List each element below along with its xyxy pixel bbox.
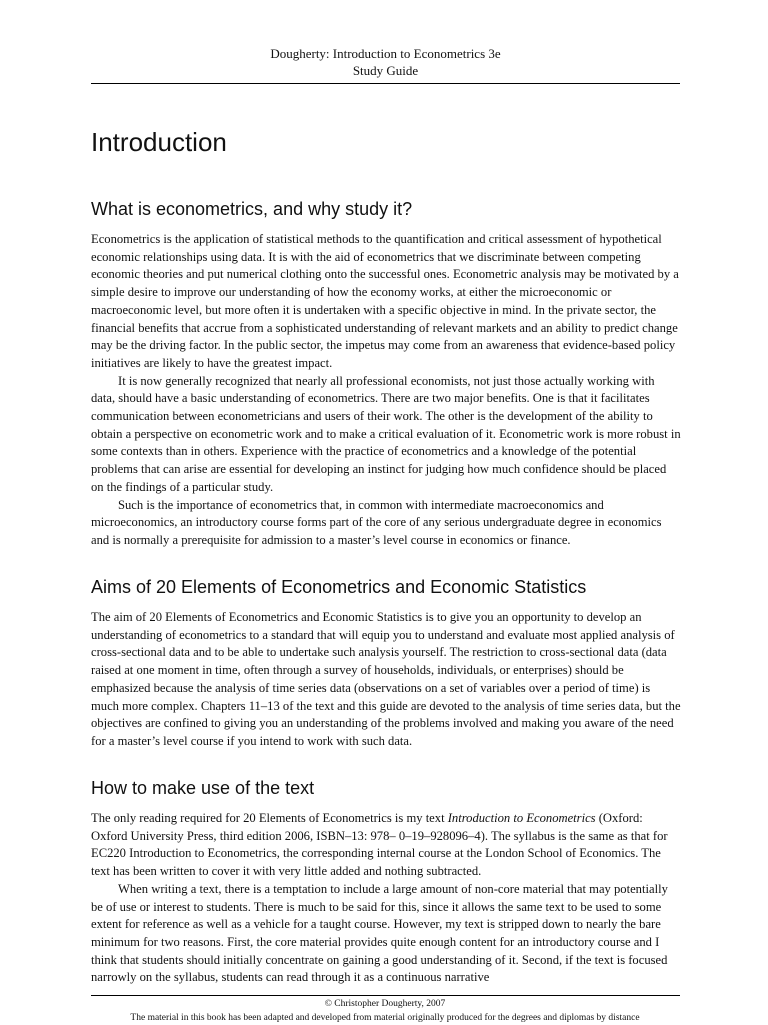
paragraph: The aim of 20 Elements of Econometrics and Economic Statistics is to give you an opportunity to develop an understanding of econometrics to a standard that will equip you to understand and evaluate most applied analysis of cross-sectional data and to be able to undertake such analysis yourself. The restriction to cross-sectional data (data raised at one moment in time, often through a survey of households, individuals, or enterprises) should be emphasized because the analysis of time series data (observations on a set of variables over a period of time) is much more complex. Chapters 11–13 of the text and this guide are devoted to the analysis of time series data, but the objectives are confined to giving you an understanding of the problems involved and making you aware of the need for a master’s level course if you intend to work with such data.: [91, 610, 681, 748]
page-footer: [60, 997, 710, 1025]
book-title-italic: Introduction to Econometrics: [447, 811, 596, 825]
chapter-title: Introduction: [91, 127, 227, 157]
paragraph: The only reading required for 20 Elements of Econometrics is my text Introduction to Econometrics (Oxford: Oxford University Press, third edition 2006, ISBN–13: 978– 0–19–928096–4). The syllabus is the same as that for EC220 Introduction to Econometrics, the corresponding internal course at the London School of Economics. The text has been written to cover it with very little added and nothing subtracted.: [91, 811, 668, 879]
paragraph: Econometrics is the application of statistical methods to the quantification and critical assessment of hypothetical economic relationships using data. It is with the aid of econometrics that we discriminate between competing economic theories and put numerical clothing onto the successful ones. Econometric analysis may be motivated by a simple desire to improve our understanding of how the economy works, at either the microeconomic or macroeconomic level, but more often it is undertaken with a specific objective in mind. In the private sector, the financial benefits that accrue from a sophisticated understanding of relevant markets and an ability to predict change may be the driving factor. In the public sector, the impetus may come from an awareness that evidence-based policy initiatives are likely to have the greatest impact.: [91, 232, 679, 370]
paragraph: It is now generally recognized that nearly all professional economists, not just those actually working with data, should have a basic understanding of econometrics. There are two major benefits. One is that it facilitates communication between econometricians and users of their work. The other is the development of the ability to obtain a perspective on econometric work and to make a critical evaluation of it. Econometric work is more robust in some contexts than in others. Experience with the practice of econometrics and a knowledge of the potential problems that can arise are essential for developing an instinct for judging how much confidence should be placed on the findings of a particular study.: [91, 373, 681, 494]
section-heading-aims: Aims of 20 Elements of Econometrics and Economic Statistics: [91, 577, 587, 597]
header-subtitle: Study Guide: [352, 63, 419, 78]
section-heading-what-is-econometrics: What is econometrics, and why study it?: [91, 199, 413, 219]
footer-note: The material in this book has been adapted and developed from material originally produced for the degrees and diplomas by distance: [130, 1013, 640, 1023]
section-body-what-is-econometrics: [91, 231, 681, 550]
paragraph: When writing a text, there is a temptation to include a large amount of non-core material that may potentially be of use or interest to students. There is much to be said for this, since it allows the same text to be used to some extent for reference as well as a vehicle for a taught course. However, my text is stripped down to nearly the bare minimum for two reasons. First, the core material provides quite enough content for an introductory course and I think that students should initially concentrate on gaining a good understanding of it. Second, if the text is focused narrowly on the syllabus, students can read through it as a continuous narrative: [91, 881, 668, 985]
section-body-aims: [91, 609, 681, 751]
paragraph: Such is the importance of econometrics that, in common with intermediate macroeconomics and microeconomics, an introductory course forms part of the core of any serious undergraduate degree in economics and is normally a prerequisite for admission to a master’s level course in economics or finance.: [91, 497, 662, 547]
section-heading-how-to-use-text: How to make use of the text: [91, 778, 315, 798]
footer-copyright: © Christopher Dougherty, 2007: [324, 999, 446, 1009]
footer-divider: [91, 995, 680, 996]
running-header: [91, 45, 680, 79]
header-divider: [91, 83, 680, 84]
section-body-how-to-use-text: [91, 810, 681, 987]
header-book-title: Dougherty: Introduction to Econometrics 3e: [270, 46, 501, 61]
